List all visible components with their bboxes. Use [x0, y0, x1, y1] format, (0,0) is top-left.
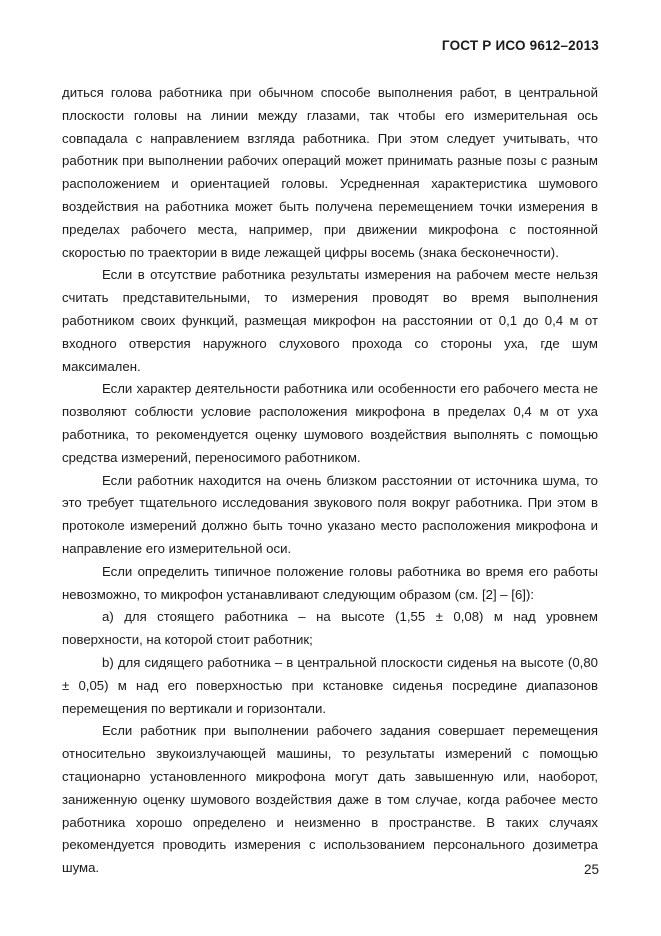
paragraph-head-position: Если определить типичное положение головы работника во время его работы невозможно, то микрофон устанавливают следующим образом (см. [2] – [6]):	[62, 563, 598, 602]
paragraph-moving-worker: Если работник при выполнении рабочего задания совершает перемещения относительно звукоизлучающей машины, то результаты измерений с помощью стационарно установленного микрофона могут дать завышенную или, наоборот, заниженную оценку шумового воздействия даже в том случае, когда рабочее место работника хорошо определено и неизменно в пространстве. В таких случаях рекомендуется проводить измерения с использованием персонального дозиметра шума.	[62, 723, 598, 876]
standard-header: ГОСТ Р ИСО 9612–2013	[441, 38, 599, 53]
paragraph-close-source: Если работник находится на очень близком расстоянии от источника шума, то это требует тщательного исследования звукового поля вокруг работника. При этом в протоколе измерений должно быть точно указано место расположения микрофона и направление его измерительной оси.	[62, 472, 598, 556]
body-text	[62, 82, 598, 880]
page-number: 25	[583, 862, 599, 877]
list-item-standing: a) для стоящего работника – на высоте (1,55 ± 0,08) м над уровнем поверхности, на которой стоит работник;	[62, 609, 598, 648]
list-item-sitting: b) для сидящего работника – в центральной плоскости сиденья на высоте (0,80 ± 0,05) м над его поверхностью при кстановке сиденья посредине диапазонов перемещения по вертикали и горизонтали.	[62, 654, 598, 716]
paragraph-absent-worker: Если в отсутствие работника результаты измерения на рабочем месте нельзя считать представительными, то измерения проводят во время выполнения работником своих функций, размещая микрофон на расстоянии от 0,1 до 0,4 м от входного отверстия наружного слухового прохода со стороны уха, где шум максимален.	[62, 267, 598, 374]
paragraph-microphone-distance: Если характер деятельности работника или особенности его рабочего места не позволяют соблюсти условие расположения микрофона в пределах 0,4 м от уха работника, то рекомендуется оценку шумового воздействия выполнять с помощью средства измерений, переносимого работником.	[62, 381, 598, 465]
paragraph-continuation: диться голова работника при обычном способе выполнения работ, в центральной плоскости головы на линии между глазами, так чтобы его измерительная ось совпадала с направлением взгляда работника. При этом следует учитывать, что работник при выполнении рабочих операций может принимать разные позы с разным расположением и ориентацией головы. Усредненная характеристика шумового воздействия на работника может быть получена перемещением точки измерения в пределах рабочего места, например, при движении микрофона с постоянной скоростью по траектории в виде лежащей цифры восемь (знака бесконечности).	[62, 85, 598, 260]
